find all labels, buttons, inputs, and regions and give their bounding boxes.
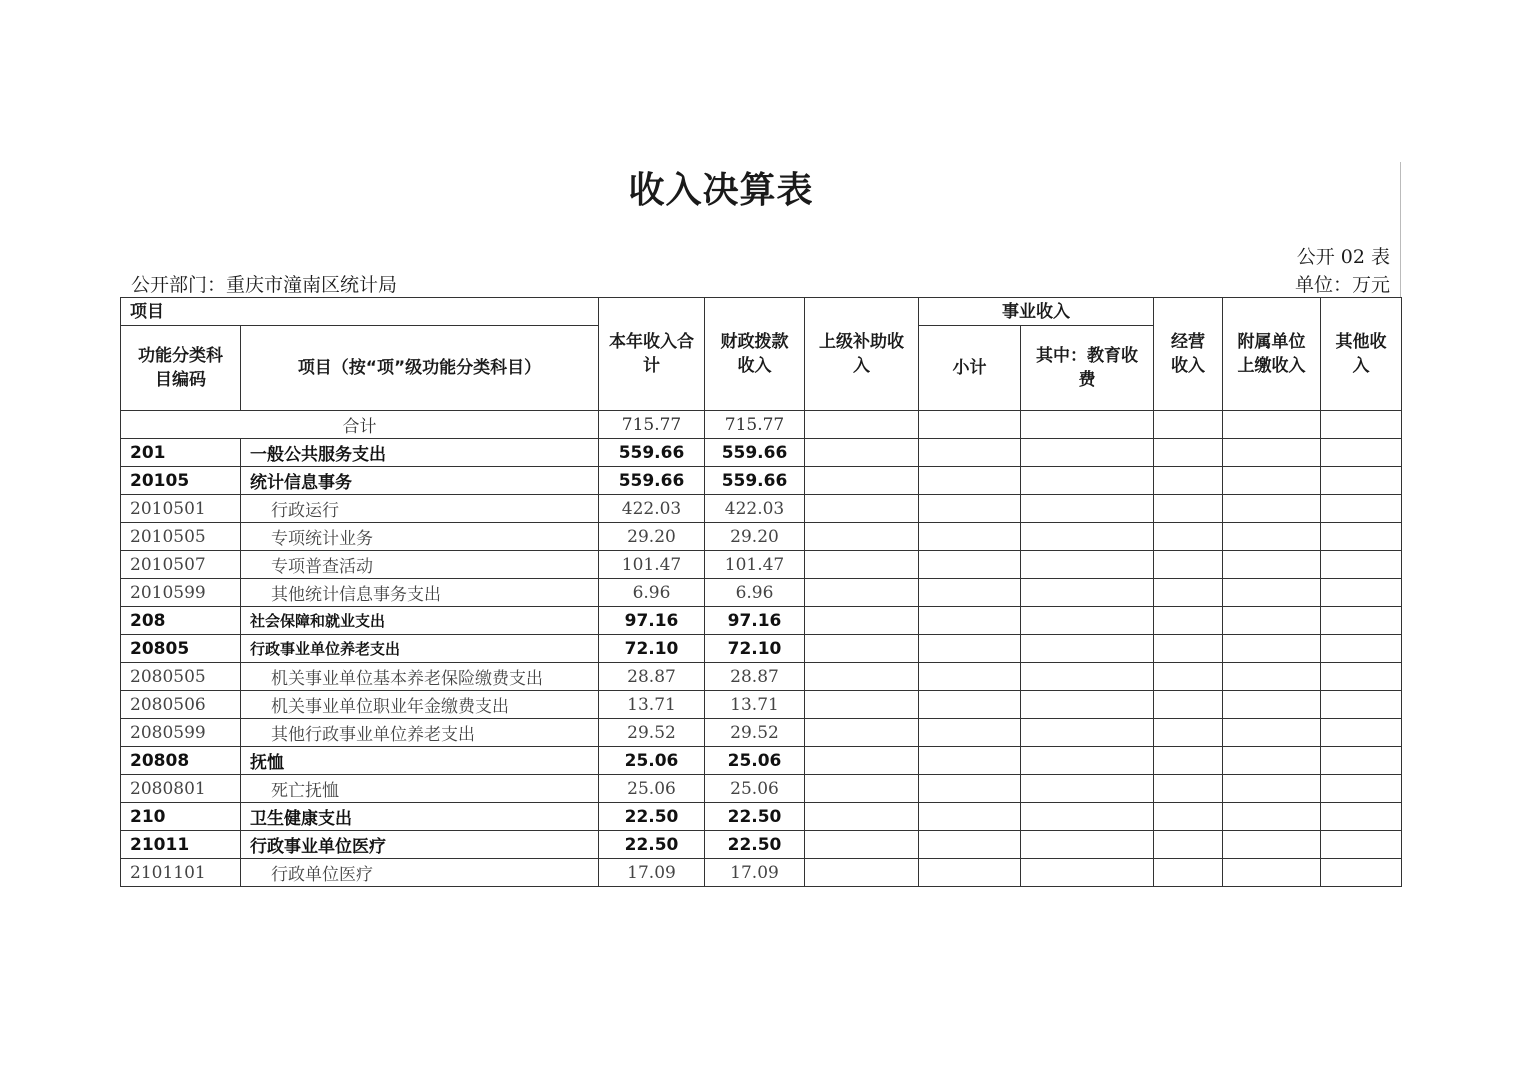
row-fiscal: 17.09 [705,859,805,887]
row-fiscal: 13.71 [705,691,805,719]
row-total: 25.06 [599,775,705,803]
row-code: 21011 [121,831,241,859]
row-total: 97.16 [599,607,705,635]
header-total: 本年收入合计 [599,298,705,411]
row-name: 统计信息事务 [241,467,599,495]
table-row [121,803,1402,831]
table-row [121,747,1402,775]
row-code: 2080599 [121,719,241,747]
row-fiscal: 22.50 [705,831,805,859]
row-total: 29.20 [599,523,705,551]
row-fiscal: 25.06 [705,775,805,803]
row-fiscal: 6.96 [705,579,805,607]
table-row [121,523,1402,551]
row-code: 201 [121,439,241,467]
total-label: 合计 [121,411,599,439]
table-row [121,579,1402,607]
row-name: 专项统计业务 [241,523,599,551]
row-code: 20805 [121,635,241,663]
table-row [121,719,1402,747]
row-total: 559.66 [599,467,705,495]
row-code: 2101101 [121,859,241,887]
row-name: 社会保障和就业支出 [241,607,599,635]
row-total: 29.52 [599,719,705,747]
header-item: 项目 [121,298,599,326]
form-code: 公开 02 表 [1296,246,1390,268]
row-name: 卫生健康支出 [241,803,599,831]
header-operating: 经营收入 [1154,298,1223,411]
row-fiscal: 25.06 [705,747,805,775]
row-fiscal: 72.10 [705,635,805,663]
table-row [121,495,1402,523]
header-fiscal: 财政拨款收入 [705,298,805,411]
page-edge-line [1400,162,1401,297]
row-fiscal: 101.47 [705,551,805,579]
row-code: 2010505 [121,523,241,551]
row-total: 422.03 [599,495,705,523]
row-code: 2010599 [121,579,241,607]
row-code: 2010507 [121,551,241,579]
row-total: 6.96 [599,579,705,607]
total-row [121,411,1402,439]
header-other: 其他收入 [1321,298,1402,411]
row-code: 20808 [121,747,241,775]
header-code: 功能分类科目编码 [121,326,241,411]
row-code: 2080506 [121,691,241,719]
table-row [121,663,1402,691]
row-name: 专项普查活动 [241,551,599,579]
row-fiscal: 22.50 [705,803,805,831]
table-row [121,607,1402,635]
header-edu: 其中：教育收费 [1021,326,1154,411]
table-row [121,551,1402,579]
row-name: 其他行政事业单位养老支出 [241,719,599,747]
row-total: 559.66 [599,439,705,467]
row-fiscal: 29.52 [705,719,805,747]
row-total: 101.47 [599,551,705,579]
row-name: 死亡抚恤 [241,775,599,803]
row-code: 210 [121,803,241,831]
table-row [121,859,1402,887]
header-superior: 上级补助收入 [805,298,919,411]
row-code: 2010501 [121,495,241,523]
fiscal-value: 715.77 [705,411,805,439]
row-name: 其他统计信息事务支出 [241,579,599,607]
row-code: 2080801 [121,775,241,803]
row-fiscal: 559.66 [705,467,805,495]
row-name: 行政事业单位医疗 [241,831,599,859]
row-name: 一般公共服务支出 [241,439,599,467]
page-title: 收入决算表 [628,169,814,211]
header-subtotal: 小计 [919,326,1021,411]
header-affiliated: 附属单位上缴收入 [1223,298,1321,411]
header-name: 项目（按“项”级功能分类科目） [241,326,599,411]
row-fiscal: 422.03 [705,495,805,523]
row-fiscal: 97.16 [705,607,805,635]
total-value: 715.77 [599,411,705,439]
row-name: 机关事业单位职业年金缴费支出 [241,691,599,719]
table-row [121,439,1402,467]
row-total: 13.71 [599,691,705,719]
header-business: 事业收入 [919,298,1154,326]
table-row [121,831,1402,859]
row-name: 行政事业单位养老支出 [241,635,599,663]
row-name: 行政单位医疗 [241,859,599,887]
row-name: 机关事业单位基本养老保险缴费支出 [241,663,599,691]
income-table [120,297,1402,887]
row-code: 20105 [121,467,241,495]
table-row [121,775,1402,803]
department-label: 公开部门：重庆市潼南区统计局 [131,274,398,296]
row-total: 17.09 [599,859,705,887]
row-total: 22.50 [599,803,705,831]
row-total: 28.87 [599,663,705,691]
row-name: 行政运行 [241,495,599,523]
row-code: 2080505 [121,663,241,691]
table-row [121,691,1402,719]
row-name: 抚恤 [241,747,599,775]
unit-label: 单位：万元 [1294,274,1390,296]
row-fiscal: 559.66 [705,439,805,467]
row-code: 208 [121,607,241,635]
row-total: 22.50 [599,831,705,859]
table-row [121,635,1402,663]
row-fiscal: 28.87 [705,663,805,691]
row-fiscal: 29.20 [705,523,805,551]
table-row [121,467,1402,495]
row-total: 25.06 [599,747,705,775]
row-total: 72.10 [599,635,705,663]
